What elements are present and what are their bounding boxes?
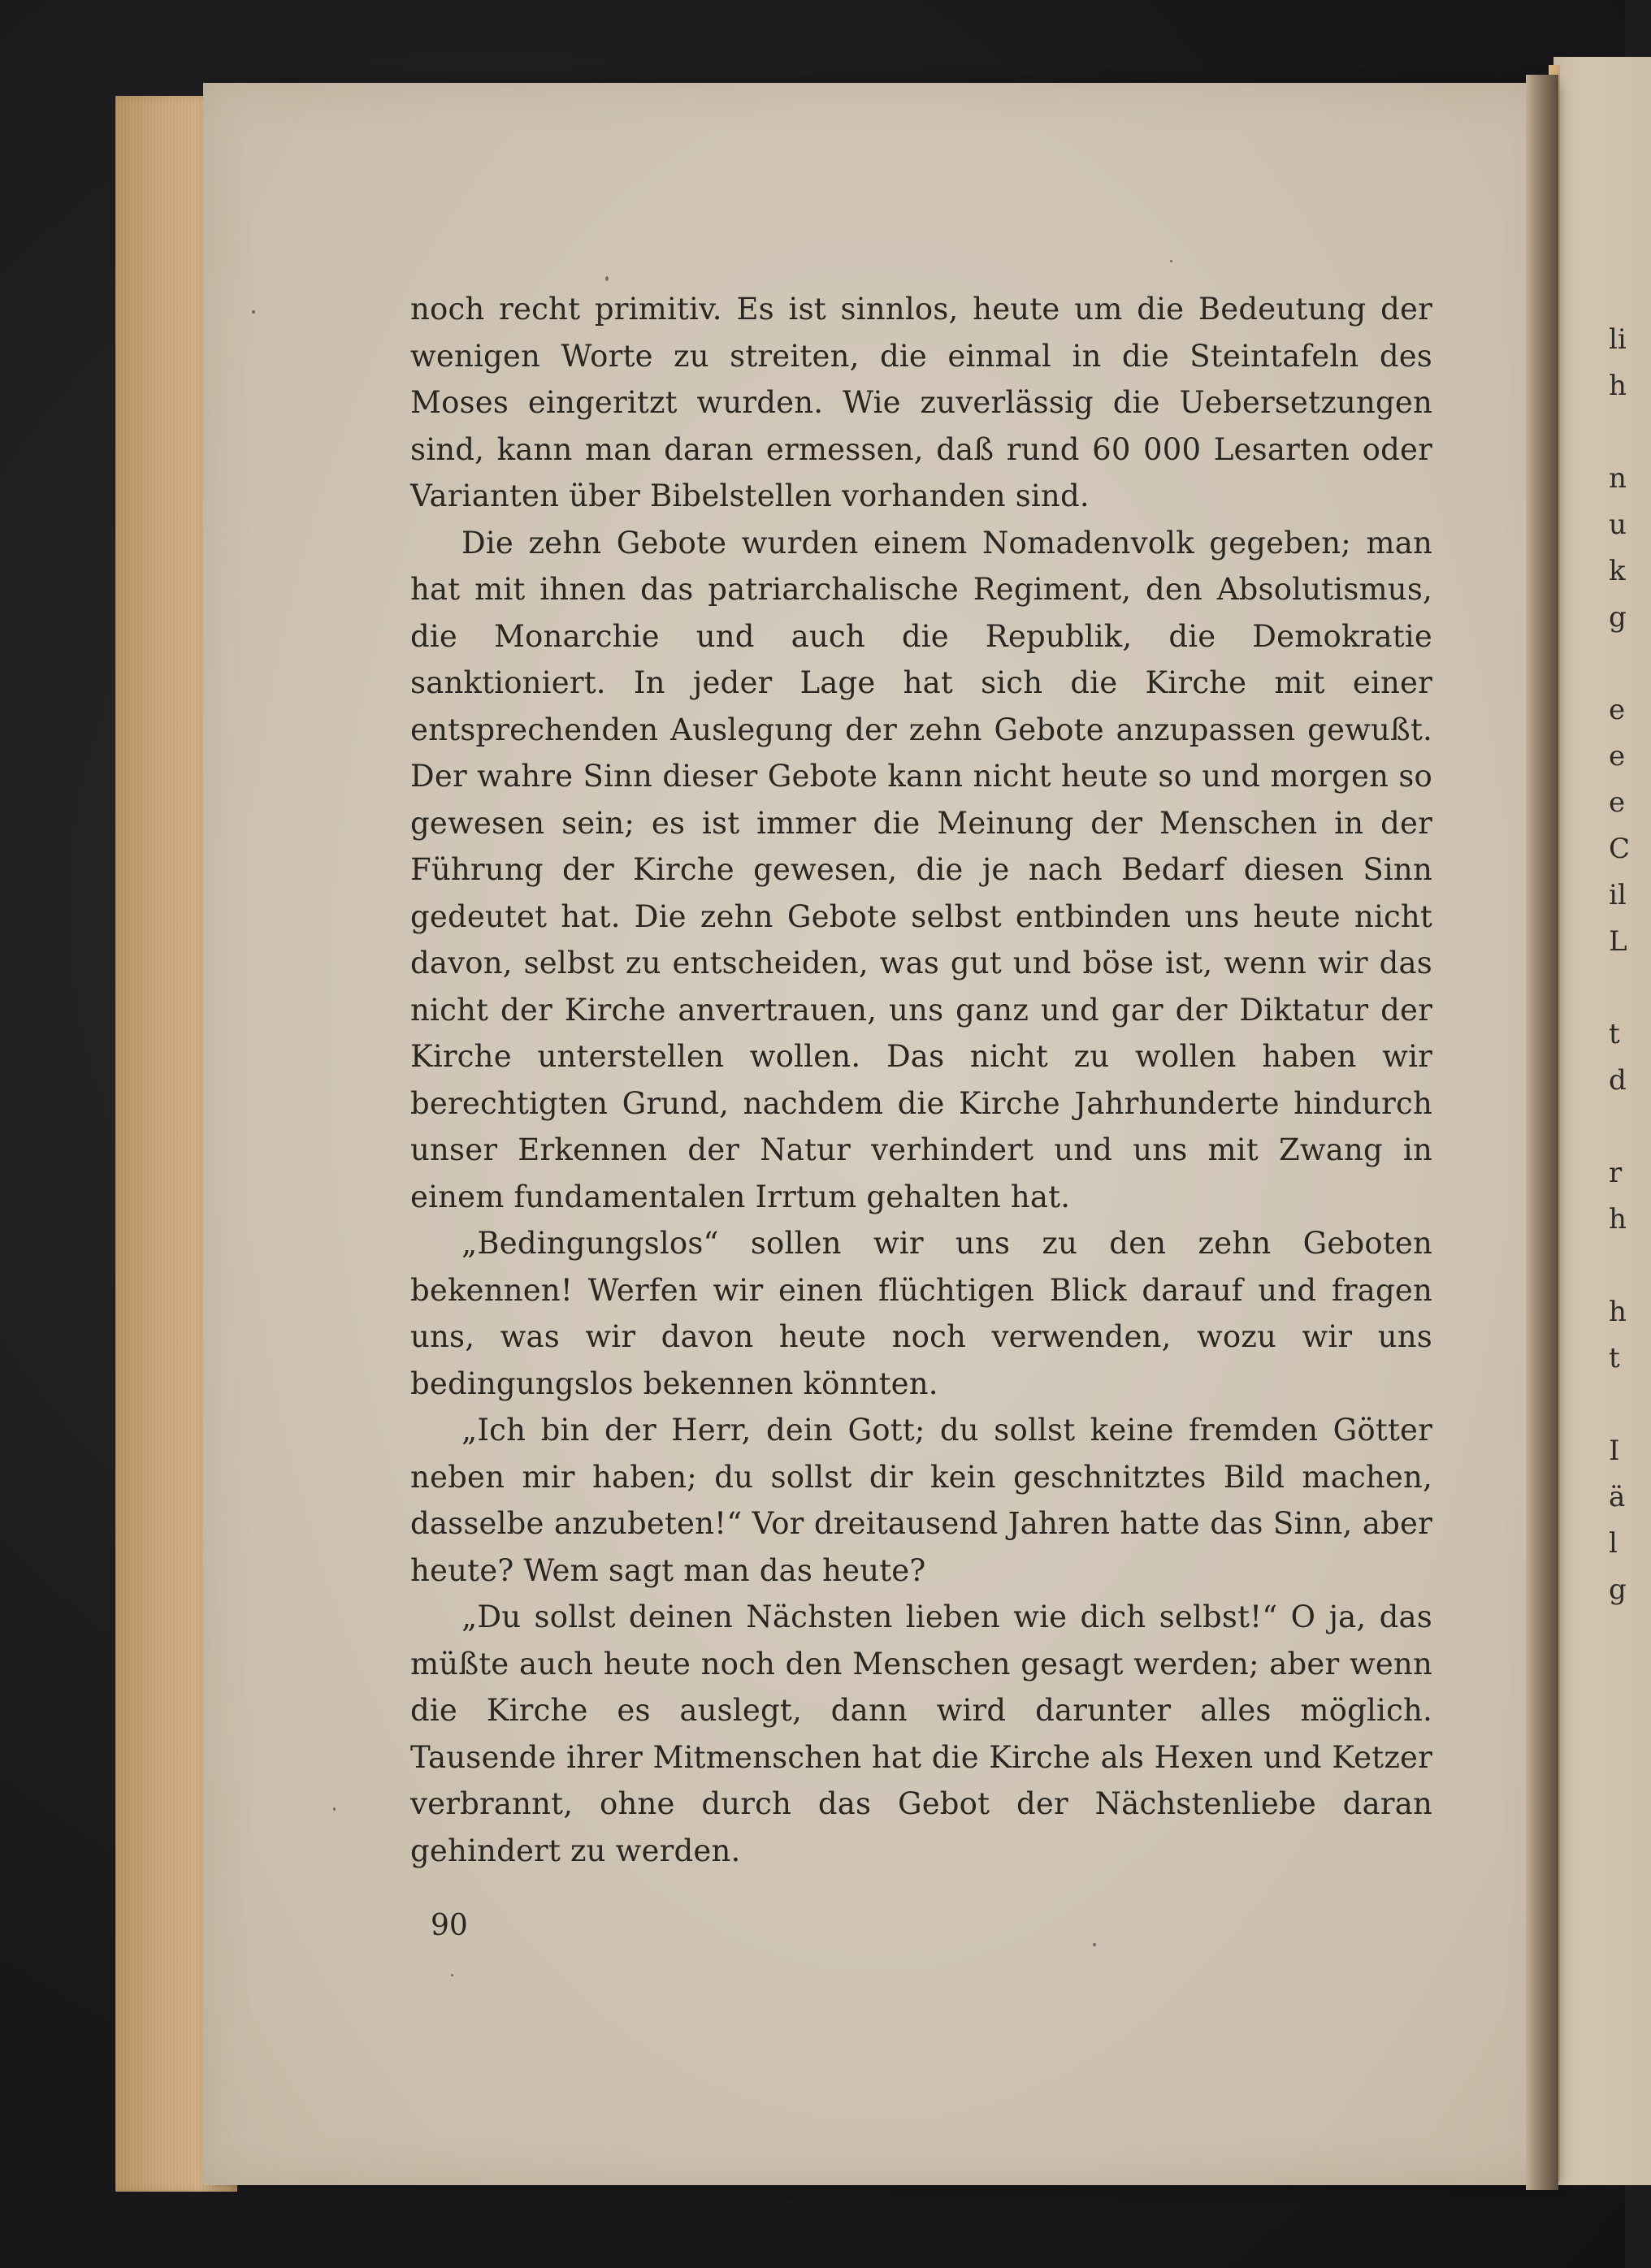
paragraph-3: „Bedingungslos“ sollen wir uns zu den zehn Geboten bekennen! Werfen wir einen flüchtigen Blick darauf und fragen uns, was wir davon heute noch verwenden, wozu wir uns bedingungslos bekennen könnten. xyxy=(410,1226,1432,1401)
facing-page-text-fragments: li h n u k g e e e C il L t d r h h t I ä l g xyxy=(1609,323,1631,1606)
paragraph-2: Die zehn Gebote wurden einem Nomadenvolk gegeben; man hat mit ihnen das patriarchalische Regiment, den Absolutismus, die Monarchie und auch die Republik, die Demokratie sanktioniert. In jeder Lage hat sich die Kirche mit einer entsprechenden Auslegung der zehn Gebote anzupassen gewußt. Der wahre Sinn dieser Gebote kann nicht heute so und morgen so gewesen sein; es ist immer die Meinung der Menschen in der Führung der Kirche gewesen, die je nach Bedarf diesen Sinn gedeutet hat. Die zehn Gebote selbst entbinden uns heute nicht davon, selbst zu entscheiden, was gut und böse ist, wenn wir das nicht der Kirche anvertrauen, uns ganz und gar der Diktatur der Kirche unterstellen wollen. Das nicht zu wollen haben wir berechtigten Grund, nachdem die Kirche Jahrhunderte hindurch unser Erkennen der Natur verhindert und uns mit Zwang in einem fundamentalen Irrtum gehalten hat. xyxy=(410,525,1432,1214)
paper-speck xyxy=(605,276,609,281)
page-body-text xyxy=(410,286,1432,1874)
paper-speck xyxy=(1170,260,1172,262)
paragraph-4: „Ich bin der Herr, dein Gott; du sollst keine fremden Götter neben mir haben; du sollst dir kein geschnitztes Bild machen, dasselbe anzubeten!“ Vor dreitausend Jahren hatte das Sinn, aber heute? Wem sagt man das heute? xyxy=(410,1413,1432,1588)
paper-speck xyxy=(252,310,255,314)
paragraph-5: „Du sollst deinen Nächsten lieben wie dich selbst!“ O ja, das müßte auch heute noch den Menschen gesagt werden; aber wenn die Kirche es auslegt, dann wird darunter alles möglich. Tausende ihrer Mitmenschen hat die Kirche als Hexen und Ketzer verbrannt, ohne durch das Gebot der Nächstenliebe daran gehindert zu werden. xyxy=(410,1599,1432,1868)
paragraph-1: noch recht primitiv. Es ist sinnlos, heute um die Bedeutung der wenigen Worte zu streiten, die einmal in die Steintafeln des Moses eingeritzt wurden. Wie zuverlässig die Uebersetzungen sind, kann man daran ermessen, daß rund 60 000 Lesarten oder Varianten über Bibelstellen vorhanden sind. xyxy=(410,292,1432,513)
paper-speck xyxy=(1093,1943,1096,1946)
paper-speck xyxy=(333,1807,336,1811)
paper-speck xyxy=(451,1974,453,1976)
facing-page xyxy=(1554,57,1651,2185)
book-gutter xyxy=(1526,75,1558,2190)
page-number: 90 xyxy=(431,1909,468,1942)
